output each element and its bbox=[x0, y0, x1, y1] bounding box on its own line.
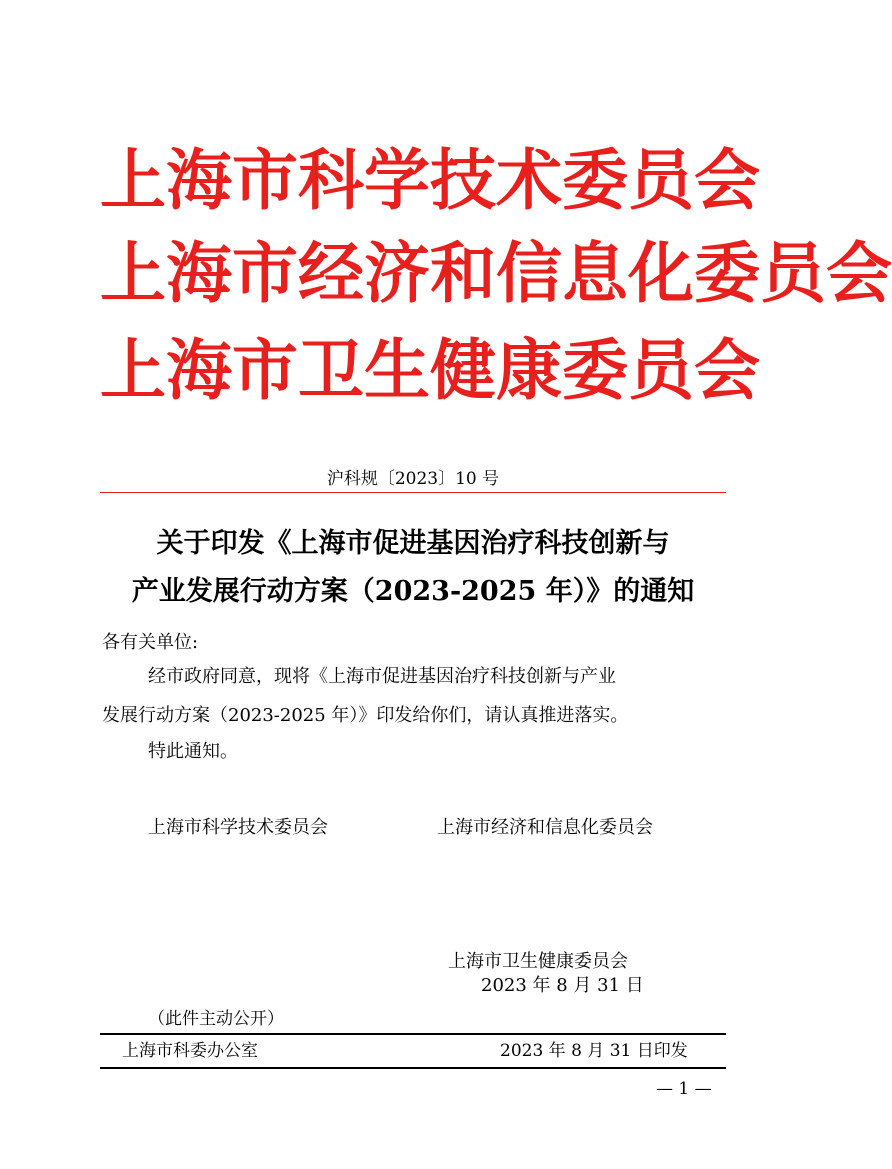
org-name-3: 上 海 市 卫 生 健 康 委 员 会 bbox=[100, 331, 760, 409]
document-title-line-1: 关于印发《上海市促进基因治疗科技创新与 bbox=[156, 528, 670, 559]
document-title-line-2: 产业发展行动方案（2023-2025 年）》的通知 bbox=[131, 576, 695, 607]
org-name-2: 上 海 市 经 济 和 信 息 化 委 员 会 bbox=[100, 234, 892, 312]
footer-bottom-rule bbox=[100, 1067, 726, 1069]
disclosure-note: （此件主动公开） bbox=[148, 1009, 284, 1029]
issue-date: 2023 年 8 月 31 日印发 bbox=[500, 1041, 688, 1061]
red-separator-line bbox=[100, 492, 726, 493]
signature-health-commission: 上海市卫生健康委员会 bbox=[448, 951, 628, 972]
footer-top-rule bbox=[100, 1033, 726, 1035]
issuing-office: 上海市科委办公室 bbox=[122, 1041, 258, 1061]
signature-date: 2023 年 8 月 31 日 bbox=[481, 975, 644, 996]
salutation: 各有关单位: bbox=[102, 632, 199, 653]
page-number: — 1 — bbox=[656, 1079, 712, 1099]
signature-sti-commission: 上海市科学技术委员会 bbox=[148, 817, 328, 838]
document-number: 沪科规〔2023〕10 号 bbox=[326, 469, 500, 489]
org-name-1: 上 海 市 科 学 技 术 委 员 会 bbox=[100, 141, 760, 219]
signature-economy-commission: 上海市经济和信息化委员会 bbox=[437, 817, 653, 838]
paragraph-line-2: 发展行动方案（2023-2025 年）》印发给你们，请认真推进落实。 bbox=[102, 705, 629, 726]
closing-text: 特此通知。 bbox=[148, 741, 238, 762]
paragraph-line-1: 经市政府同意，现将《上海市促进基因治疗科技创新与产业 bbox=[148, 666, 616, 687]
